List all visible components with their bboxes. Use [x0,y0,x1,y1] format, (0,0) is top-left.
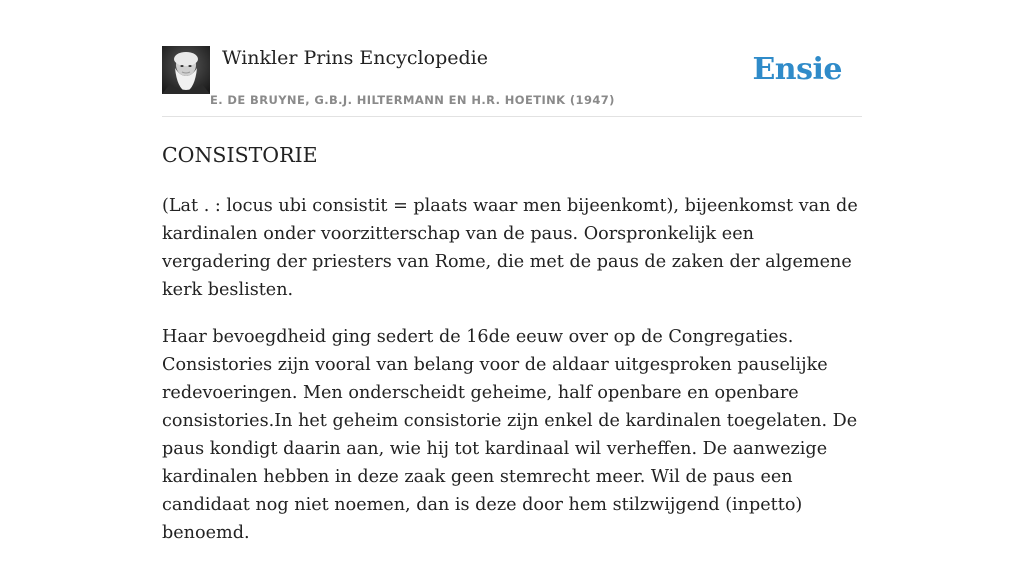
article-paragraph: (Lat . : locus ubi consistit = plaats waar men bijeenkomt), bijeenkomst van de kardinalen onder voorzitterschap van de paus. Oorspronkelijk een vergadering der priesters van Rome, die met de paus de zaken der algemene kerk beslisten. [162,196,858,300]
article-paragraph: Haar bevoegdheid ging sedert de 16de eeuw over op de Congregaties. Consistories zijn vooral van belang voor de aldaar uitgesproken pauselijke redevoeringen. Men onderscheidt geheime, half openbare en openbare consistories.In het geheim consistorie zijn enkel de kardinalen toegelaten. De paus kondigt daarin aan, wie hij tot kardinaal wil verheffen. De aanwezige kardinalen hebben in deze zaak geen stemrecht meer. Wil de paus een candidaat nog niet noemen, dan is deze door hem stilzwijgend (inpetto) benoemd. [162,327,858,543]
article [162,140,866,566]
author-avatar[interactable] [162,46,210,94]
authors-line: E. DE BRUYNE, G.B.J. HILTERMANN EN H.R. HOETINK (1947) [210,93,615,107]
encyclopedia-title[interactable]: Winkler Prins Encyclopedie [222,47,488,69]
article-title: CONSISTORIE [162,143,318,167]
portrait-image [162,46,210,94]
page-header [162,46,862,117]
brand-logo[interactable]: Ensie [752,52,842,87]
